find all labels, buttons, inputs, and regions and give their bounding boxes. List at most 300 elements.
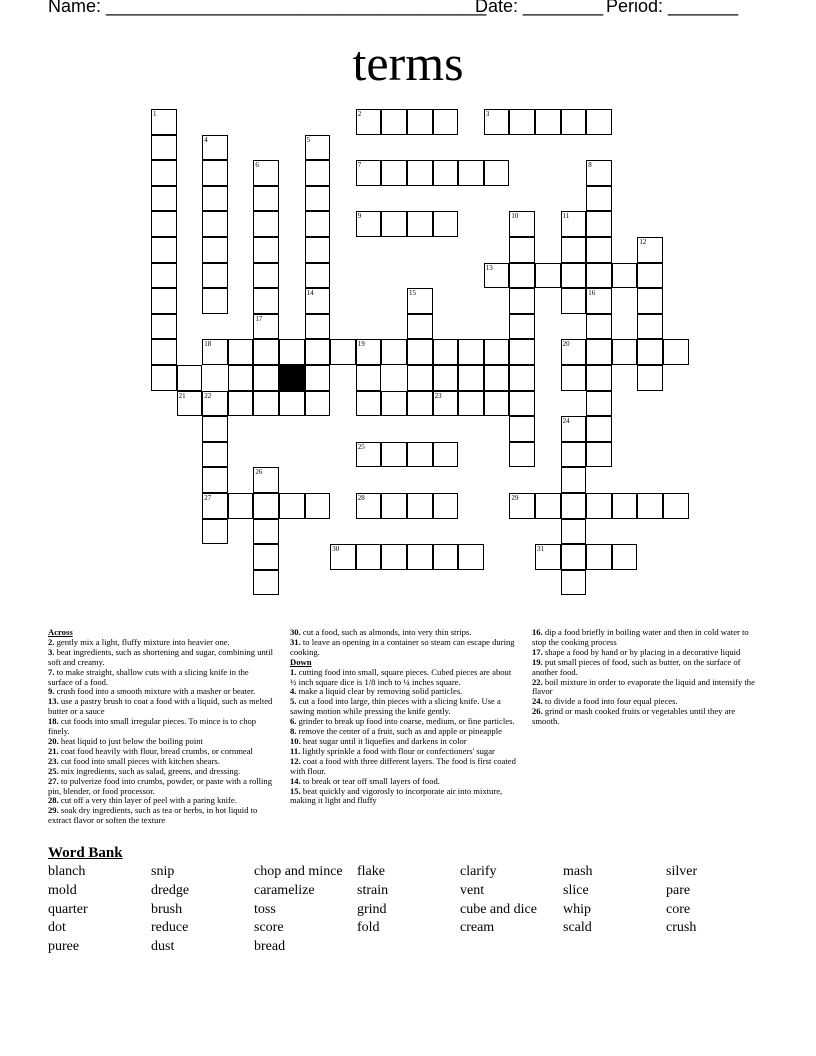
crossword-cell[interactable] — [253, 288, 279, 314]
word-bank-item: cream — [460, 920, 495, 935]
clue-number: 29. — [48, 805, 59, 816]
crossword-cell[interactable] — [586, 237, 612, 263]
crossword-cell[interactable] — [586, 288, 612, 314]
clue-number: 11 — [562, 212, 570, 221]
crossword-cell[interactable] — [305, 186, 331, 212]
crossword-cell[interactable] — [356, 160, 382, 186]
crossword-cell[interactable] — [407, 160, 433, 186]
crossword-cell[interactable] — [151, 186, 177, 212]
clue-text: lightly sprinkle a food with flour or confectioners' sugar — [300, 745, 495, 756]
clue-text: make a liquid clear by removing solid particles. — [296, 686, 463, 697]
crossword-cell[interactable] — [305, 288, 331, 314]
clue-number: 26. — [532, 706, 543, 717]
crossword-cell[interactable] — [253, 211, 279, 237]
clue-text: grind or mash cooked fruits or vegetables until they are smooth. — [532, 706, 736, 727]
crossword-cell[interactable] — [612, 544, 638, 570]
clue-number: 15 — [409, 289, 416, 298]
crossword-cell[interactable] — [612, 339, 638, 365]
crossword-cell[interactable] — [407, 109, 433, 135]
date-field-label[interactable]: Date: ________ — [475, 0, 604, 16]
clue-number: 15. — [290, 785, 301, 796]
crossword-cell[interactable] — [561, 237, 587, 263]
clue-number: 2. — [48, 636, 55, 647]
crossword-cell[interactable] — [586, 365, 612, 391]
crossword-cell[interactable] — [202, 467, 228, 493]
crossword-cell[interactable] — [535, 109, 561, 135]
crossword-cell[interactable] — [253, 160, 279, 186]
clue-number: 12 — [639, 238, 647, 246]
crossword-cell[interactable] — [637, 263, 663, 289]
clue-number: 19. — [532, 656, 543, 667]
crossword-cell[interactable] — [151, 365, 177, 391]
clue-number: 31. — [290, 636, 301, 647]
crossword-cell[interactable] — [509, 237, 535, 263]
crossword-cell[interactable] — [561, 544, 587, 570]
clue-number: 2 — [357, 110, 362, 118]
clue-number: 16 — [588, 289, 596, 298]
clue-number: 1 — [153, 110, 157, 118]
clue-item — [48, 717, 274, 737]
crossword-cell[interactable] — [433, 391, 459, 417]
crossword-cell[interactable] — [586, 186, 612, 212]
crossword-cell[interactable] — [202, 519, 228, 545]
crossword-cell[interactable] — [484, 365, 510, 391]
crossword-cell[interactable] — [535, 263, 561, 289]
crossword-cell[interactable] — [381, 109, 407, 135]
clue-number: 19 — [357, 340, 365, 349]
crossword-cell[interactable] — [228, 391, 254, 417]
crossword-cell[interactable] — [253, 314, 279, 340]
crossword-cell[interactable] — [305, 135, 331, 161]
crossword-cell[interactable] — [202, 416, 228, 442]
clue-item — [290, 787, 516, 807]
crossword-cell[interactable] — [561, 339, 587, 365]
crossword-cell[interactable] — [433, 365, 459, 391]
crossword-cell[interactable] — [407, 288, 433, 314]
clue-number: 28. — [48, 795, 59, 806]
clue-number: 29 — [511, 494, 519, 502]
crossword-cell[interactable] — [458, 365, 484, 391]
crossword-cell[interactable] — [305, 237, 331, 263]
crossword-cell[interactable] — [253, 493, 279, 519]
crossword-cell[interactable] — [279, 391, 305, 417]
word-bank-item: silver — [666, 864, 698, 879]
clue-number: 21. — [48, 745, 59, 756]
clue-number: 22. — [532, 676, 543, 687]
clue-item — [290, 668, 516, 688]
clue-item — [532, 658, 762, 678]
crossword-cell[interactable] — [407, 211, 433, 237]
crossword-cell[interactable] — [151, 109, 177, 135]
crossword-cell[interactable] — [561, 519, 587, 545]
crossword-cell[interactable] — [612, 493, 638, 519]
clue-text: cut foods into small irregular pieces. To mince is to chop finely. — [48, 716, 257, 737]
clue-text: mix ingredients, such as salad, greens, and dressing. — [58, 765, 241, 776]
crossword-cell[interactable] — [509, 416, 535, 442]
page-title: terms — [352, 35, 464, 91]
crossword-cell[interactable] — [330, 544, 356, 570]
clue-number: 30. — [290, 627, 301, 637]
crossword-cell[interactable] — [279, 493, 305, 519]
crossword-cell[interactable] — [458, 339, 484, 365]
crossword-cell[interactable] — [509, 263, 535, 289]
crossword-cell[interactable] — [356, 442, 382, 468]
clue-number: 9. — [48, 686, 55, 697]
clue-text: heat liquid to just below the boiling point — [58, 735, 203, 746]
crossword-cell[interactable] — [202, 160, 228, 186]
crossword-cell[interactable] — [305, 391, 331, 417]
crossword-cell[interactable] — [356, 391, 382, 417]
clue-number: 13. — [48, 696, 59, 707]
crossword-cell[interactable] — [458, 391, 484, 417]
clue-number: 18. — [48, 716, 59, 727]
clue-number: 9 — [357, 212, 362, 221]
crossword-cell[interactable] — [433, 109, 459, 135]
crossword-cell[interactable] — [151, 211, 177, 237]
crossword-cell[interactable] — [381, 493, 407, 519]
crossword-cell[interactable] — [305, 263, 331, 289]
clue-number: 23 — [434, 391, 442, 400]
crossword-cell[interactable] — [561, 442, 587, 468]
crossword-cell[interactable] — [305, 493, 331, 519]
clue-text: heat sugar until it liquefies and darkens in color — [300, 735, 467, 746]
clue-item — [532, 707, 762, 727]
clue-text: remove the center of a fruit, such as and apple or pineapple — [296, 726, 502, 737]
crossword-cell[interactable] — [228, 339, 254, 365]
word-bank-item: toss — [254, 902, 276, 917]
clue-number: 21 — [178, 391, 186, 400]
clue-text: grinder to break up food into coarse, medium, or fine particles. — [296, 716, 515, 727]
crossword-cell[interactable] — [586, 211, 612, 237]
crossword-cell[interactable] — [509, 109, 535, 135]
crossword-cell[interactable] — [637, 288, 663, 314]
word-bank-item: snip — [151, 864, 175, 879]
crossword-cell[interactable] — [433, 442, 459, 468]
clue-item — [532, 628, 762, 648]
clue-number: 31 — [537, 545, 544, 554]
crossword-cell[interactable] — [253, 519, 279, 545]
crossword-cell[interactable] — [151, 237, 177, 263]
word-bank-item: cube and dice — [460, 902, 537, 917]
crossword-cell[interactable] — [253, 365, 279, 391]
word-bank-item: reduce — [151, 920, 189, 935]
crossword-cell[interactable] — [305, 314, 331, 340]
clue-text: to pulverize food into crumbs, powder, or paste with a rolling pin, blender, or food processor. — [48, 775, 273, 796]
crossword-cell[interactable] — [305, 160, 331, 186]
crossword-cell[interactable] — [433, 160, 459, 186]
word-bank-item: score — [254, 920, 284, 935]
clue-number: 26 — [255, 468, 263, 477]
crossword-cell[interactable] — [509, 211, 535, 237]
crossword-cell[interactable] — [509, 442, 535, 468]
crossword-cell[interactable] — [637, 365, 663, 391]
clue-number: 11. — [290, 745, 301, 756]
clue-item — [290, 757, 516, 777]
word-bank-item: pare — [666, 883, 691, 898]
crossword-cell[interactable] — [586, 263, 612, 289]
crossword-cell[interactable] — [586, 442, 612, 468]
crossword-cell[interactable] — [253, 237, 279, 263]
crossword-cell[interactable] — [381, 442, 407, 468]
word-bank-item: slice — [563, 883, 589, 898]
crossword-cell[interactable] — [356, 109, 382, 135]
crossword-cell[interactable] — [202, 288, 228, 314]
clue-number: 7. — [48, 666, 55, 677]
crossword-cell[interactable] — [202, 339, 228, 365]
clue-item — [532, 678, 762, 698]
crossword-cell[interactable] — [586, 493, 612, 519]
clue-text: dip a food briefly in boiling water and then in cold water to stop the cooking process — [532, 627, 749, 647]
crossword-cell[interactable] — [509, 314, 535, 340]
crossword-cell[interactable] — [202, 263, 228, 289]
clue-text: to leave an opening in a container so steam can escape during cooking. — [290, 636, 515, 657]
crossword-cell[interactable] — [637, 314, 663, 340]
clue-number: 25. — [48, 765, 59, 776]
crossword-cell[interactable] — [484, 160, 510, 186]
crossword-cell[interactable] — [586, 416, 612, 442]
crossword-cell[interactable] — [202, 135, 228, 161]
clue-number: 18 — [204, 340, 212, 349]
word-bank-item: flake — [357, 864, 385, 879]
crossword-cell[interactable] — [586, 314, 612, 340]
crossword-cell[interactable] — [151, 288, 177, 314]
crossword-cell[interactable] — [381, 160, 407, 186]
crossword-cell[interactable] — [407, 314, 433, 340]
crossword-cell[interactable] — [509, 339, 535, 365]
crossword-cell[interactable] — [305, 365, 331, 391]
clue-number: 3 — [485, 110, 490, 118]
clue-number: 10. — [290, 735, 301, 746]
crossword-cell[interactable] — [202, 391, 228, 417]
crossword-cell[interactable] — [561, 416, 587, 442]
period-field-label[interactable]: Period: _______ — [606, 0, 739, 16]
clue-number: 13 — [485, 263, 493, 272]
clue-text: coat a food with three different layers. The food is first coated with flour. — [290, 755, 516, 776]
crossword-cell[interactable] — [407, 391, 433, 417]
clue-text: cut food into small pieces with kitchen shears. — [58, 755, 220, 766]
crossword-cell[interactable] — [484, 263, 510, 289]
crossword-cell[interactable] — [202, 211, 228, 237]
crossword-cell[interactable] — [637, 493, 663, 519]
clue-item — [48, 648, 274, 668]
crossword-cell[interactable] — [561, 263, 587, 289]
crossword-cell[interactable] — [356, 493, 382, 519]
crossword-cell[interactable] — [253, 570, 279, 596]
crossword-cell[interactable] — [586, 109, 612, 135]
crossword-cell[interactable] — [177, 365, 203, 391]
crossword-cell[interactable] — [356, 544, 382, 570]
crossword-cell[interactable] — [202, 186, 228, 212]
down-clues-column-3 — [532, 628, 762, 727]
clue-text: cutting food into small, square pieces. Cubed pieces are about ½ inch square dice is 1/8 inch to ¼ inches square. — [290, 666, 512, 687]
crossword-cell[interactable] — [407, 442, 433, 468]
crossword-cell[interactable] — [458, 160, 484, 186]
crossword-cell[interactable] — [586, 391, 612, 417]
word-bank-item: strain — [357, 883, 389, 898]
crossword-cell[interactable] — [253, 544, 279, 570]
crossword-cell[interactable] — [407, 339, 433, 365]
clue-number: 28 — [357, 494, 365, 502]
crossword-cell[interactable] — [561, 211, 587, 237]
crossword-cell[interactable] — [151, 314, 177, 340]
clue-text: put small pieces of food, such as butter, on the surface of another food. — [532, 656, 741, 677]
clue-number: 4. — [290, 686, 297, 697]
crossword-cell[interactable] — [509, 493, 535, 519]
word-bank-item: whip — [563, 902, 591, 917]
clue-number: 14. — [290, 775, 301, 786]
crossword-cell[interactable] — [177, 391, 203, 417]
crossword-cell[interactable] — [509, 391, 535, 417]
word-bank-item: grind — [357, 902, 387, 917]
word-bank-item: quarter — [48, 902, 88, 917]
crossword-cell[interactable] — [356, 339, 382, 365]
crossword-cell[interactable] — [637, 339, 663, 365]
clue-text: use a pastry brush to coat a food with a liquid, such as melted butter or a sauce — [48, 696, 273, 717]
crossword-cell[interactable] — [381, 211, 407, 237]
word-bank-item: blanch — [48, 864, 86, 879]
crossword-cell[interactable] — [433, 339, 459, 365]
across-heading: Across — [48, 627, 73, 637]
clue-number: 14 — [306, 289, 314, 298]
crossword-cell[interactable] — [381, 339, 407, 365]
clue-number: 27. — [48, 775, 59, 786]
clue-number: 24. — [532, 696, 543, 707]
crossword-cell[interactable] — [561, 288, 587, 314]
crossword-cell[interactable] — [202, 493, 228, 519]
word-bank-item: clarify — [460, 864, 497, 879]
clue-number: 8. — [290, 726, 297, 737]
crossword-cell[interactable] — [561, 365, 587, 391]
word-bank-item: scald — [563, 920, 592, 935]
crossword-cell[interactable] — [509, 365, 535, 391]
crossword-cell[interactable] — [561, 467, 587, 493]
crossword-cell[interactable] — [253, 391, 279, 417]
crossword-cell[interactable] — [433, 544, 459, 570]
crossword-cell[interactable] — [433, 493, 459, 519]
clue-text: to break or tear off small layers of food. — [300, 775, 440, 786]
crossword-cell[interactable] — [484, 339, 510, 365]
clue-text: cut a food into large, thin pieces with a slicing knife. Use a sawing motion while pressing the knife gently. — [290, 696, 501, 717]
clue-item — [290, 697, 516, 717]
word-bank-item: crush — [666, 920, 697, 935]
crossword-cell[interactable] — [586, 160, 612, 186]
clue-text: cut off a very thin layer of peel with a paring knife. — [58, 795, 237, 806]
crossword-cell[interactable] — [356, 211, 382, 237]
clue-number: 17 — [255, 314, 263, 323]
word-bank-item: bread — [254, 939, 286, 954]
word-bank-item: mash — [563, 864, 593, 879]
clue-number: 16. — [532, 627, 543, 637]
clue-text: cut a food, such as almonds, into very thin strips. — [300, 627, 472, 637]
crossword-cell[interactable] — [330, 339, 356, 365]
crossword-cell[interactable] — [535, 493, 561, 519]
crossword-cell[interactable] — [586, 544, 612, 570]
across-clues-column-1 — [48, 628, 274, 826]
crossword-cell[interactable] — [561, 493, 587, 519]
crossword-cell[interactable] — [253, 339, 279, 365]
crossword-cell[interactable] — [535, 544, 561, 570]
crossword-cell[interactable] — [228, 365, 254, 391]
clue-text: beat quickly and vigorosly to incorporate air into mixture, making it light and fluffy — [290, 785, 503, 806]
clue-number: 10 — [511, 212, 519, 221]
word-bank-item: caramelize — [254, 883, 315, 898]
clue-number: 22 — [204, 391, 212, 400]
crossword-cell[interactable] — [484, 109, 510, 135]
crossword-cell[interactable] — [151, 263, 177, 289]
crossword-cell[interactable] — [228, 493, 254, 519]
crossword-cell[interactable] — [381, 544, 407, 570]
crossword-cell[interactable] — [663, 493, 689, 519]
word-bank-title: Word Bank — [48, 845, 123, 861]
clue-text: coat food heavily with flour, bread crumbs, or cornmeal — [58, 745, 253, 756]
clue-number: 27 — [204, 494, 212, 502]
clue-number: 30 — [332, 545, 340, 554]
clue-number: 6 — [255, 161, 259, 170]
crossword-cell[interactable] — [612, 263, 638, 289]
clues-column-2 — [290, 628, 516, 806]
crossword-cell[interactable] — [305, 339, 331, 365]
crossword-cell[interactable] — [407, 365, 433, 391]
crossword-cell[interactable] — [202, 237, 228, 263]
crossword-cell[interactable] — [458, 544, 484, 570]
crossword-cell[interactable] — [586, 339, 612, 365]
crossword-cell[interactable] — [484, 391, 510, 417]
crossword-cell[interactable] — [253, 467, 279, 493]
crossword-cell[interactable] — [151, 339, 177, 365]
crossword-cell[interactable] — [253, 263, 279, 289]
word-bank-item: dot — [48, 920, 66, 935]
crossword-cell[interactable] — [433, 211, 459, 237]
clue-text: soak dry ingredients, such as tea or herbs, in hot liquid to extract flavor or soften the texture — [48, 805, 258, 826]
clue-text: beat ingredients, such as shortening and sugar, combining until soft and creamy. — [48, 646, 273, 667]
word-bank-item: core — [666, 902, 691, 917]
crossword-cell[interactable] — [509, 288, 535, 314]
clue-number: 5 — [306, 135, 311, 144]
crossword-cell[interactable] — [151, 135, 177, 161]
word-bank-item: brush — [151, 902, 183, 917]
name-field-label[interactable]: Name: ______________________________________ — [48, 0, 487, 16]
clue-number: 6. — [290, 716, 297, 727]
clue-text: to make straight, shallow cuts with a slicing knife in the surface of a food. — [48, 666, 249, 687]
clue-text: boil mixture in order to evaporate the liquid and intensify the flavor — [532, 676, 755, 697]
down-heading: Down — [290, 656, 312, 667]
clue-item — [48, 668, 274, 688]
crossword-cell[interactable] — [407, 544, 433, 570]
word-bank-item: chop and mince — [254, 864, 343, 879]
word-bank-item: fold — [357, 920, 380, 935]
word-bank-item: dredge — [151, 883, 190, 898]
crossword-cell[interactable] — [561, 570, 587, 596]
crossword-cell[interactable] — [407, 493, 433, 519]
clue-item — [48, 777, 274, 797]
crossword-cell[interactable] — [356, 365, 382, 391]
word-bank-item: dust — [151, 939, 175, 954]
crossword-cell[interactable] — [637, 237, 663, 263]
crossword-cell[interactable] — [561, 109, 587, 135]
clue-number: 1. — [290, 666, 297, 677]
crossword-cell[interactable] — [202, 442, 228, 468]
clue-text: crush food into a smooth mixture with a masher or beater. — [54, 686, 256, 697]
clue-number: 20 — [562, 340, 570, 349]
crossword-cell[interactable] — [253, 186, 279, 212]
crossword-cell[interactable] — [305, 211, 331, 237]
crossword-cell[interactable] — [663, 339, 689, 365]
clue-item — [290, 638, 516, 658]
crossword-cell[interactable] — [151, 160, 177, 186]
clue-text: shape a food by hand or by placing in a decorative liquid — [542, 646, 741, 657]
crossword-cell[interactable] — [279, 339, 305, 365]
crossword-cell[interactable] — [381, 391, 407, 417]
